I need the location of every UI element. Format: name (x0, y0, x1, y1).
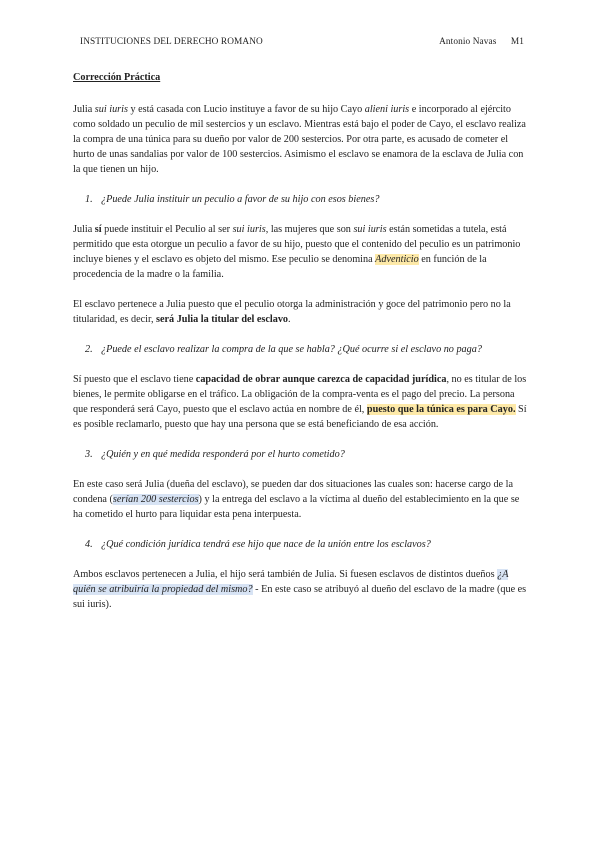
highlight-tunica: puesto que la túnica es para Cayo. (366, 404, 516, 415)
highlight-sestercios: serían 200 sestercios (112, 494, 199, 505)
section-title: Corrección Práctica (73, 72, 161, 83)
group-label: M1 (510, 37, 524, 47)
question-3: 3. ¿Quién y en qué medida responderá por el hurto cometido? (85, 449, 345, 460)
course-title: INSTITUCIONES DEL DERECHO ROMANO (80, 37, 263, 47)
highlight-question: ¿A quién se atribuiría la propiedad del mismo? (73, 569, 509, 595)
answer-4: Ambos esclavos pertenecen a Julia, el hijo será también de Julia. Si fuesen esclavos de distintos dueños ¿A quién se atribuiría la propiedad del mismo? - En este caso se atribuyó al dueño del esclavo de la madre (que es sui iuris). (73, 569, 527, 610)
answer-2: Sí puesto que el esclavo tiene capacidad de obrar aunque carezca de capacidad jurídica, no es titular de los bienes, le permite obligarse en el tráfico. La obligación de la compra-venta es el pago del precio. La persona que responderá será Cayo, puesto que el esclavo actúa en nombre de él, puesto que la túnica es para Cayo. Sí es posible reclamarlo, puesto que hay una persona que se está beneficiando de esa acción. (73, 374, 527, 430)
case-statement: Julia sui iuris y está casada con Lucio instituye a favor de su hijo Cayo alieni iuris e incorporado al ejército como soldado un peculio de mil sestercios y un esclavo. Mientras está bajo el poder de Cayo, el esclavo realiza la compra de una túnica para su dueño por valor de 200 sestercios. Por otra parte, es acusado de cometer el hurto de unas sandalias por valor de 100 sestercios. Asimismo el esclavo se enamora de la esclava de Julia con la que tienen un hijo. (73, 104, 526, 175)
answer-3: En este caso será Julia (dueña del esclavo), se pueden dar dos situaciones las cuales son: hacerse cargo de la condena (serían 200 sestercios) y la entrega del esclavo a la víctima al dueño del establecimiento en la que se ha cometido el hurto para liquidar esta pena interpuesta. (73, 479, 520, 520)
highlight-adventicio: Adventicio (375, 254, 419, 265)
question-2: 2. ¿Puede el esclavo realizar la compra de la que se habla? ¿Qué ocurre si el esclavo no paga? (85, 344, 482, 355)
document-body (73, 70, 529, 612)
header-right (439, 37, 524, 47)
answer-1-paragraph-1: Julia sí puede instituir el Peculio al ser sui iuris, las mujeres que son sui iuris están sometidas a tutela, está permitido que esta otorgue un peculio a favor de su hijo, puesto que el contenido del peculio es un patrimonio incluye bienes y el esclavo es objeto del mismo. Ese peculio se denomina Adventicio en función de la procedencia de la madre o la familia. (73, 224, 521, 280)
author-name: Antonio Navas (439, 37, 497, 47)
question-4: 4. ¿Qué condición jurídica tendrá ese hijo que nace de la unión entre los esclavos? (85, 539, 431, 550)
page-header (80, 37, 524, 47)
question-1: 1. ¿Puede Julia instituir un peculio a favor de su hijo con esos bienes? (85, 194, 380, 205)
answer-1-paragraph-2: El esclavo pertenece a Julia puesto que el peculio otorga la administración y goce del patrimonio pero no la titularidad, es decir, será Julia la titular del esclavo. (73, 299, 511, 325)
